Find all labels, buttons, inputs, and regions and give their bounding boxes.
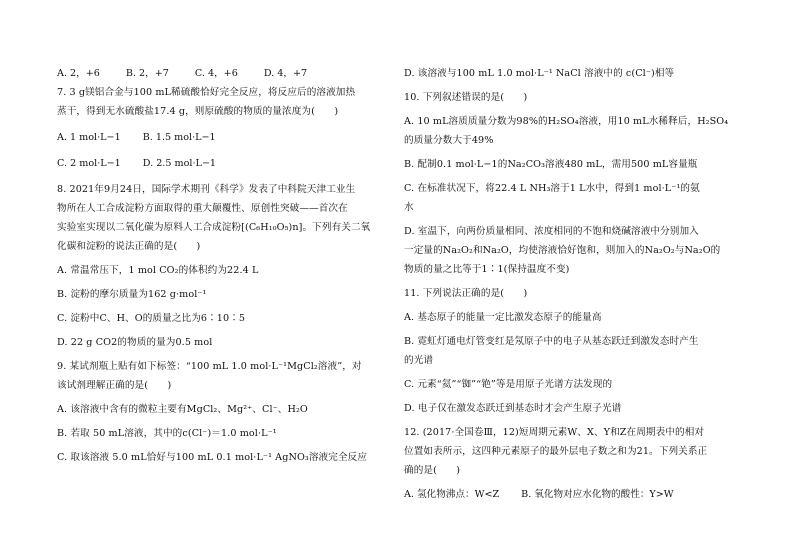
q10-option-c-line-1: C. 在标准状况下，将22.4 L NH₃溶于1 L水中，得到1 mol·L⁻¹的氨 bbox=[404, 182, 700, 194]
q9-option-b: B. 若取 50 mL溶液，其中的c(Cl⁻)＝1.0 mol·L⁻¹ bbox=[57, 427, 277, 439]
q11-option-a: A. 基态原子的能量一定比激发态原子的能量高 bbox=[404, 311, 602, 323]
q12-option-a: A. 氢化物沸点：W<Z bbox=[404, 488, 500, 500]
left-column bbox=[57, 68, 391, 464]
q6-option-d: D. 4，+7 bbox=[263, 68, 308, 79]
q7-options-row-2 bbox=[57, 158, 391, 170]
q6-option-c: C. 4，+6 bbox=[194, 68, 238, 79]
q12-stem-line-2: 位置如表所示，这四种元素原子的最外层电子数之和为21。下列关系正 bbox=[404, 445, 708, 457]
q8-stem-line-3: 实验室实现以二氧化碳为原料人工合成淀粉[(C₆H₁₀O₅)n]。下列有关二氧 bbox=[57, 221, 371, 233]
q7-stem-line-1: 7. 3 g镁铝合金与100 mL稀硫酸恰好完全反应，将反应后的溶液加热 bbox=[57, 86, 356, 98]
q7-option-a: A. 1 mol·L−1 bbox=[57, 131, 121, 143]
q11-stem: 11. 下列说法正确的是( ) bbox=[404, 287, 528, 299]
q11-option-c: C. 元素“氦”“铷”“铯”等是用原子光谱方法发现的 bbox=[404, 378, 613, 390]
q8-option-d: D. 22 g CO2的物质的量为0.5 mol bbox=[57, 336, 213, 348]
q10-option-a-line-2: 的质量分数大于49% bbox=[404, 134, 494, 146]
q12-options-row bbox=[404, 489, 740, 501]
q9-option-c: C. 取该溶液 5.0 mL恰好与100 mL 0.1 mol·L⁻¹ AgNO₃溶液完全反应 bbox=[57, 451, 368, 463]
q8-option-a: A. 常温常压下，1 mol CO₂的体积约为22.4 L bbox=[57, 264, 259, 276]
q7-option-d: D. 2.5 mol·L−1 bbox=[142, 157, 217, 169]
q10-option-d-line-3: 物质的量之比等于1∶1(保持温度不变) bbox=[404, 263, 570, 275]
q6-option-a: A. 2，+6 bbox=[57, 68, 100, 79]
q12-stem-line-3: 确的是( ) bbox=[404, 464, 461, 476]
q10-option-b: B. 配制0.1 mol·L−1的Na₂CO₃溶液480 mL，需用500 mL容量瓶 bbox=[404, 158, 698, 170]
q8-stem-line-4: 化碳和淀粉的说法正确的是( ) bbox=[57, 240, 201, 252]
q10-option-d-line-1: D. 室温下，向两份质量相同、浓度相同的不饱和烧碱溶液中分别加入 bbox=[404, 225, 699, 237]
q8-option-c: C. 淀粉中C、H、O的质量之比为6∶10∶5 bbox=[57, 312, 246, 324]
q9-option-a: A. 该溶液中含有的微粒主要有MgCl₂、Mg²⁺、Cl⁻、H₂O bbox=[57, 403, 308, 415]
q9-stem-line-1: 9. 某试剂瓶上贴有如下标签：“100 mL 1.0 mol·L⁻¹MgCl₂溶液”，对 bbox=[57, 360, 362, 372]
q8-option-b: B. 淀粉的摩尔质量为162 g·mol⁻¹ bbox=[57, 288, 207, 300]
q11-option-b-line-2: 的光谱 bbox=[404, 354, 434, 366]
q7-option-b: B. 1.5 mol·L−1 bbox=[142, 131, 216, 143]
q7-stem-line-2: 蒸干，得到无水硫酸盐17.4 g，则原硫酸的物质的量浓度为( ) bbox=[57, 105, 339, 117]
q8-stem-line-1: 8. 2021年9月24日，国际学术期刊《科学》发表了中科院天津工业生 bbox=[57, 183, 356, 195]
q9-stem-line-2: 该试剂理解正确的是( ) bbox=[57, 379, 172, 391]
q7-option-c: C. 2 mol·L−1 bbox=[57, 157, 121, 169]
q10-option-c-line-2: 水 bbox=[404, 201, 414, 213]
right-column bbox=[404, 68, 740, 501]
q12-stem-line-1: 12. (2017·全国卷Ⅲ，12)短周期元素W、X、Y和Z在周期表中的相对 bbox=[404, 426, 705, 438]
q12-option-b: B. 氧化物对应水化物的酸性：Y>W bbox=[521, 488, 674, 500]
q10-option-a-line-1: A. 10 mL溶质质量分数为98%的H₂SO₄溶液，用10 mL水稀释后，H₂SO₄ bbox=[404, 115, 729, 127]
q7-options-row-1 bbox=[57, 132, 391, 144]
q10-option-d-line-2: 一定量的Na₂O₂和Na₂O，均使溶液恰好饱和，则加入的Na₂O₂与Na₂O的 bbox=[404, 244, 721, 256]
q9-option-d: D. 该溶液与100 mL 1.0 mol·L⁻¹ NaCl 溶液中的 c(Cl⁻)相等 bbox=[404, 68, 675, 79]
q6-options bbox=[57, 68, 391, 80]
q8-stem-line-2: 物所在人工合成淀粉方面取得的重大颠覆性、原创性突破——首次在 bbox=[57, 202, 348, 214]
q11-option-b-line-1: B. 霓虹灯通电灯管变红是氖原子中的电子从基态跃迁到激发态时产生 bbox=[404, 335, 699, 347]
q6-option-b: B. 2，+7 bbox=[125, 68, 169, 79]
q10-stem: 10. 下列叙述错误的是( ) bbox=[404, 91, 528, 103]
q11-option-d: D. 电子仅在激发态跃迁到基态时才会产生原子光谱 bbox=[404, 402, 622, 414]
